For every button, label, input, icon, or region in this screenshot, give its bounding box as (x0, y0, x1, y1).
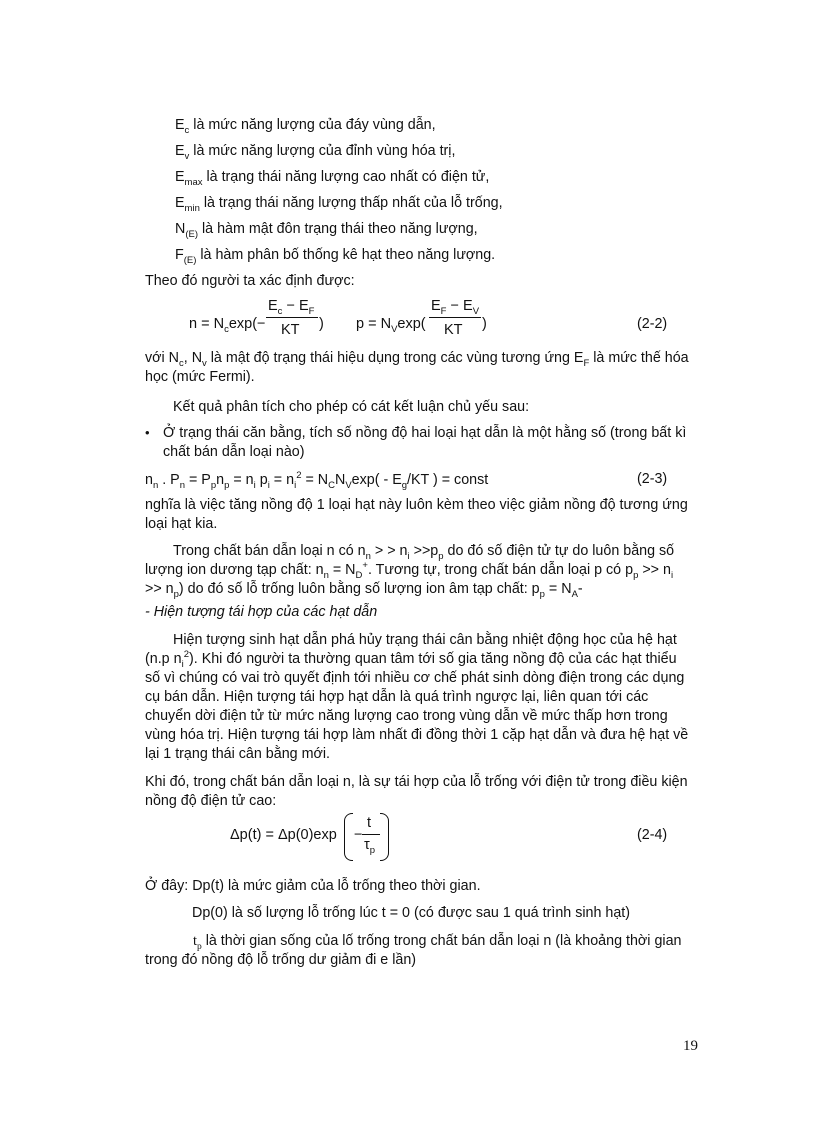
para5-line2: (n.p $n_i^2$). Khi đó người ta thường quan tâm tới số gia tăng nồng độ của các hạt thiểu (145, 649, 677, 670)
def-ev: $E_v$ là mức năng lượng của đỉnh vùng hóa trị, (175, 143, 456, 162)
bullet-icon: • (145, 425, 150, 440)
para6-line2: nồng độ điện tử cao: (145, 793, 277, 809)
eq1-p-denominator: KT (444, 322, 463, 338)
para3-line1: nghĩa là việc tăng nồng độ 1 loại hạt này luôn kèm theo việc giảm nồng độ tương ứng (145, 497, 688, 513)
note-tp-line1: $t_p$ là thời gian sống của lố trống trong chất bán dẫn loại n (là khoảng thời gian (193, 933, 682, 952)
bullet-line2: chất bán dẫn loại nào) (163, 444, 305, 460)
eq1-p-fraction-bar (429, 317, 481, 318)
eq4-fraction-bar (362, 834, 380, 835)
para5-line5: chuyển dời điện tử từ mức năng lượng cao trong vùng dẫn về mức thấp hơn trong (145, 708, 668, 724)
eq1-n-fraction-bar (266, 317, 318, 318)
def-fe: $F_{(E)}$ là hàm phân bố thống kê hạt theo năng lượng. (175, 247, 496, 266)
eq4-minus: − (354, 827, 363, 843)
eq4-label: (2-4) (637, 827, 668, 843)
note-tp-line2: trong đó nồng độ lỗ trống dư giảm đi e lần) (145, 952, 417, 968)
para1-line1: với $N_c$, $N_v$ là mật độ trạng thái hiệu dụng trong các vùng tương ứng $E_F$ là mức thế hóa (145, 350, 689, 369)
eq1-n-denominator: KT (281, 322, 300, 338)
eq1-n-numerator: $E_c - E_F$ (268, 298, 315, 317)
equation-2-3: $n_n$ . $P_n = P_pn_p = n_i$ $p_i = n_i^2 = N_CN_V\exp( - E_g/KT$ ) = const (145, 470, 489, 491)
eq3-label: (2-3) (637, 471, 668, 487)
intro-text: Theo đó người ta xác định được: (145, 273, 355, 289)
def-emax: $E_{max}$ là trạng thái năng lượng cao nhất có điện tử, (175, 169, 490, 188)
def-emin: $E_{min}$ là trạng thái năng lượng thấp nhất của lỗ trống, (175, 195, 503, 214)
eq1-label: (2-2) (637, 316, 668, 332)
note-dp-t: Ở đây: Dp(t) là mức giảm của lỗ trống theo thời gian. (145, 878, 481, 894)
eq1-p-numerator: $E_F - E_V$ (431, 298, 480, 317)
eq4-right-paren (380, 813, 389, 861)
para5-line1: Hiện tượng sinh hạt dẫn phá hủy trạng thái cân bằng nhiệt động học của hệ hạt (173, 632, 677, 648)
para5-line3: số vì chúng có vai trò quyết định tới nhiều cơ chế phát sinh dòng điện trong các dụng (145, 670, 685, 686)
para4-line3: >> $n_p$) do đó số lỗ trống luôn bằng số lượng ion âm tạp chất: $p_p = N_A-$ (145, 581, 583, 600)
para5-line7: lại 1 trạng thái cân bằng mới. (145, 746, 331, 762)
para2: Kết quả phân tích cho phép có cát kết luận chủ yếu sau: (173, 399, 530, 415)
para6-line1: Khi đó, trong chất bán dẫn loại n, là sự tái hợp của lỗ trống với điện tử trong điều kiện (145, 774, 688, 790)
eq4-left-paren (344, 813, 353, 861)
bullet-line1: Ở trạng thái căn bằng, tích số nồng độ hai loại hạt dẫn là một hằng số (trong bất kì (163, 425, 687, 441)
para4-line1: Trong chất bán dẫn loại n có $n_n$ > > $n_i >>p_p$ do đó số điện tử tự do luôn bằng số (173, 543, 675, 562)
section-heading: - Hiện tượng tái hợp của các hạt dẫn (145, 604, 378, 620)
eq4-lhs: Δp(t) = Δp(0)exp (230, 827, 337, 843)
page-number: 19 (683, 1038, 698, 1054)
eq1-n-lhs: $n = N_c\exp(-$ (189, 316, 266, 335)
eq4-denominator: $\tau_p$ (364, 837, 376, 856)
eq4-numerator: t (367, 815, 372, 831)
para3-line2: loại hạt kia. (145, 516, 218, 532)
eq1-n-close: ) (319, 316, 324, 332)
def-ne: $N_{(E)}$ là hàm mật đôn trạng thái theo năng lượng, (175, 221, 478, 240)
para4-line2: lượng ion dương tạp chất: $n_n = N_D^+$. Tương tự, trong chất bán dẫn loại p có $p_p >> n_i$ (145, 560, 674, 581)
eq1-p-lhs: $p = N_V\exp$( (356, 316, 426, 335)
para1-line2: học (mức Fermi). (145, 369, 255, 385)
para5-line6: vùng hóa trị. Hiện tượng tái hợp làm nhất đi đồng thời 1 cặp hạt dẫn và đưa hệ hạt về (145, 727, 689, 743)
note-dp-0: Dp(0) là số lượng lỗ trống lúc t = 0 (có được sau 1 quá trình sinh hạt) (192, 905, 631, 921)
eq1-p-close: ) (482, 316, 487, 332)
def-ec: $E_c$ là mức năng lượng của đáy vùng dẫn, (175, 117, 436, 136)
para5-line4: cụ bán dẫn. Hiện tượng tái hợp hạt dẫn là quá trình ngược lại, liên quan tới các (145, 689, 649, 705)
